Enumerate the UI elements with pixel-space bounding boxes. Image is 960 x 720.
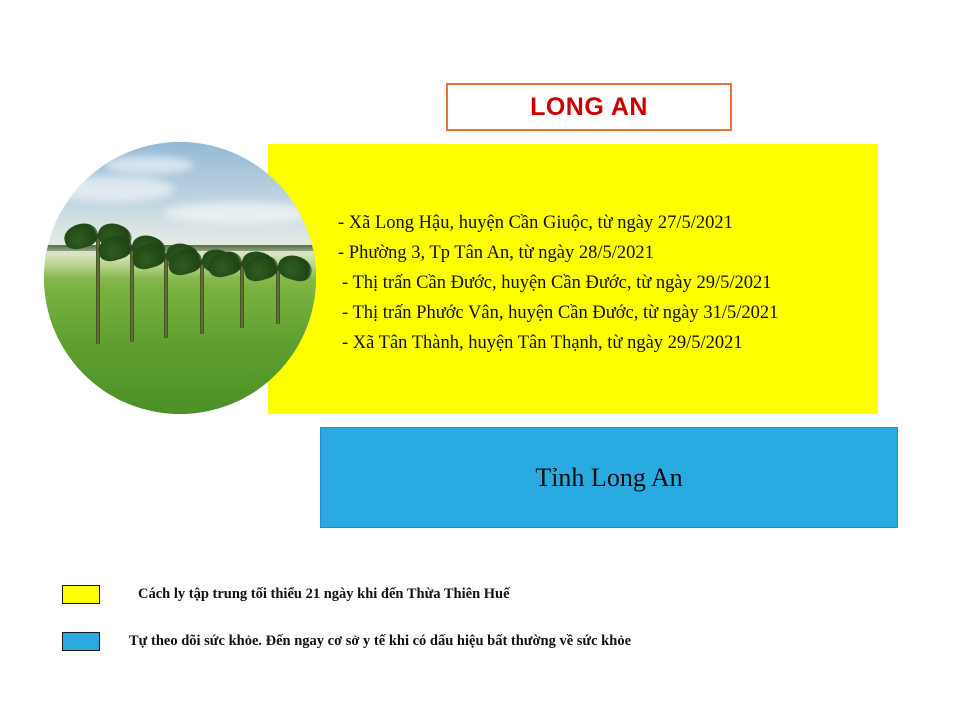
rice-field-photo: [44, 142, 316, 414]
cloud-shape: [54, 176, 174, 202]
blue-zone-label: Tỉnh Long An: [535, 462, 683, 492]
province-title-box: [446, 83, 732, 131]
list-item: - Xã Tân Thành, huyện Tân Thạnh, từ ngày 29/5/2021: [342, 333, 743, 353]
legend-row-yellow: [62, 585, 902, 604]
yellow-zone-location-list: [338, 208, 878, 358]
list-item: - Xã Long Hậu, huyện Cần Giuộc, từ ngày 27/5/2021: [338, 213, 733, 233]
legend-swatch-yellow: [62, 585, 100, 604]
legend: [62, 585, 902, 679]
palm-tree-icon: [164, 254, 168, 338]
page-title: LONG AN: [530, 92, 648, 121]
palm-tree-icon: [240, 262, 244, 328]
blue-zone-panel: [320, 427, 898, 528]
list-item: - Thị trấn Phước Vân, huyện Cần Đước, từ ngày 31/5/2021: [342, 303, 779, 323]
cloud-shape: [104, 156, 194, 174]
legend-swatch-blue: [62, 632, 100, 651]
palm-tree-icon: [200, 260, 204, 334]
legend-label-blue: Tự theo dõi sức khỏe. Đến ngay cơ sở y tế khi có dấu hiệu bất thường về sức khỏe: [129, 633, 631, 649]
cloud-shape: [164, 202, 314, 224]
palm-tree-icon: [276, 266, 280, 324]
legend-row-blue: [62, 632, 902, 651]
list-item: - Phường 3, Tp Tân An, từ ngày 28/5/2021: [338, 243, 654, 263]
list-item: - Thị trấn Cần Đước, huyện Cần Đước, từ ngày 29/5/2021: [342, 273, 772, 293]
legend-label-yellow: Cách ly tập trung tối thiểu 21 ngày khi đến Thừa Thiên Huế: [138, 586, 510, 602]
